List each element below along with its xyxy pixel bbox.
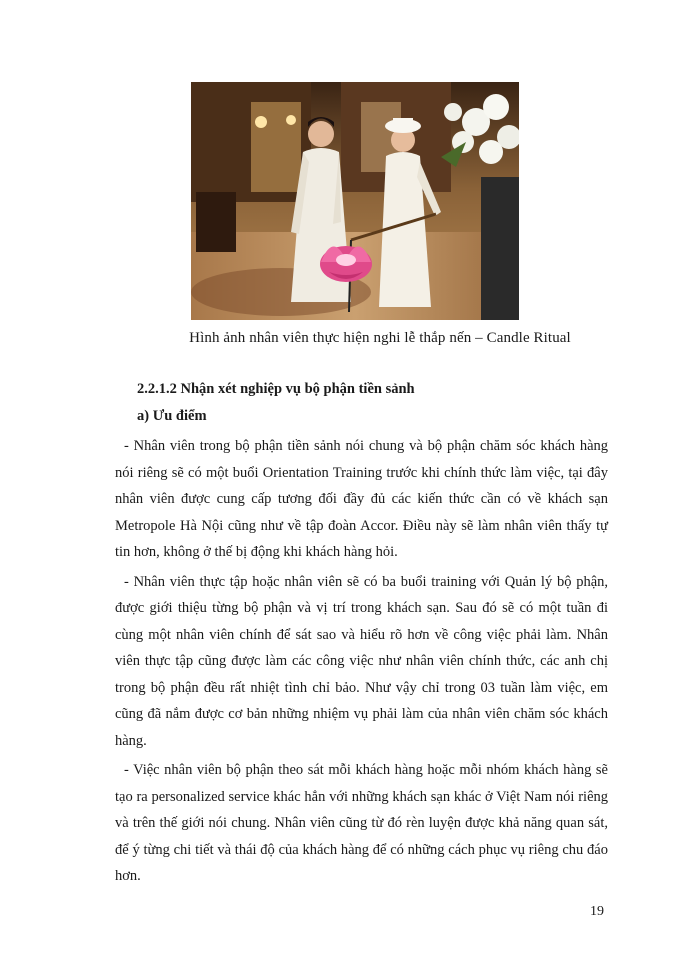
body-text — [115, 433, 608, 893]
staff-photo — [191, 82, 519, 320]
figure-caption: Hình ảnh nhân viên thực hiện nghi lễ thắp nến – Candle Ritual — [189, 330, 571, 346]
section-heading: 2.2.1.2 Nhận xét nghiệp vụ bộ phận tiền sảnh — [137, 381, 415, 397]
paragraph: - Nhân viên thực tập hoặc nhân viên sẽ có ba buổi training với Quản lý bộ phận, được giới thiệu từng bộ phận và vị trí trong khách sạn. Sau đó sẽ có một tuần đi cùng một nhân viên chính để sát sao và hiểu rõ hơn về công việc phải làm. Nhân viên thực tập cũng được làm các công việc như nhân viên chính thức, các anh chị trong bộ phận đều rất nhiệt tình chỉ bảo. Như vậy chỉ trong 03 tuần làm việc, em cũng đã nắm được cơ bản những nhiệm vụ phải làm của nhân viên chăm sóc khách hàng. — [115, 573, 608, 749]
paragraph: - Việc nhân viên bộ phận theo sát mỗi khách hàng hoặc mỗi nhóm khách hàng sẽ tạo ra personalized service khác hẳn với những khách sạn khác ở Việt Nam nói riêng và trên thế giới nói chung. Nhân viên cũng từ đó rèn luyện được khả năng quan sát, để ý từng chi tiết và thái độ của khách hàng để có những cách phục vụ riêng chu đáo hơn. — [115, 762, 608, 884]
paragraph: - Nhân viên trong bộ phận tiền sảnh nói chung và bộ phận chăm sóc khách hàng nói riêng sẽ có một buổi Orientation Training trước khi chính thức làm việc, tại đây nhân viên được cung cấp tương đối đầy đủ các kiến thức cần có về khách sạn Metropole Hà Nội cũng như về tập đoàn Accor. Điều này sẽ làm nhân viên thấy tự tin hơn, không ở thế bị động khi khách hàng hỏi. — [115, 438, 608, 560]
page-number: 19 — [590, 904, 604, 919]
section-subheading: a) Ưu điểm — [137, 408, 207, 424]
